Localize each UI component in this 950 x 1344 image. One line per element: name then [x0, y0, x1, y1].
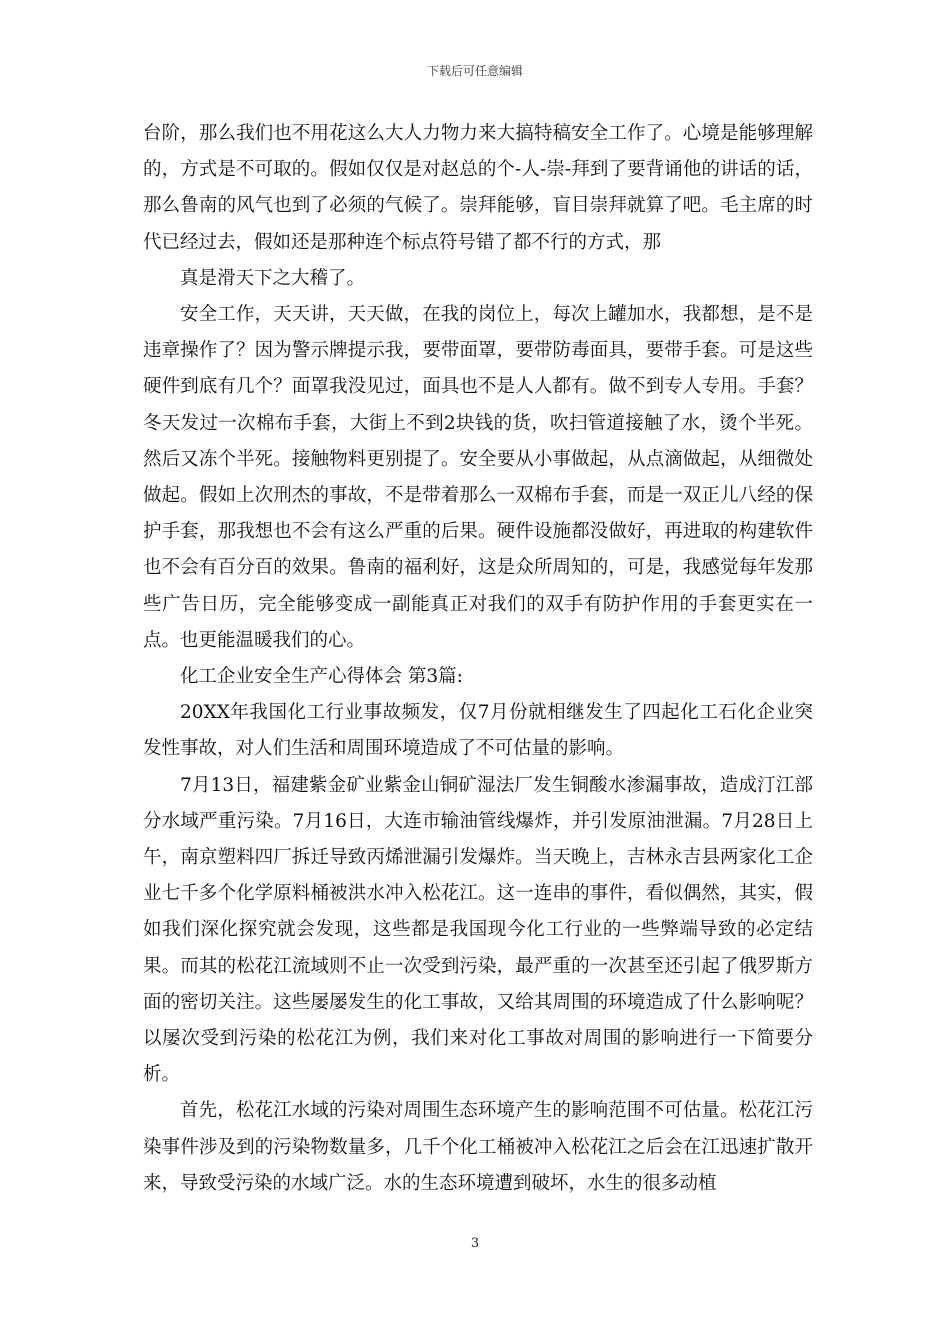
page-number: 3 [470, 1236, 480, 1251]
paragraph: 安全工作，天天讲，天天做，在我的岗位上，每次上罐加水，我都想，是不是违章操作了？因为警示牌提示我，要带面罩，要带防毒面具，要带手套。可是这些硬件到底有几个？面罩我没见过，面具也不是人人都有。做不到专人专用。手套？冬天发过一次棉布手套，大街上不到2块钱的货，吹扫管道接触了水，烫个半死。然后又冻个半死。接触物料更别提了。安全要从小事做起，从点滴做起，从细微处做起。假如上次刑杰的事故，不是带着那么一双棉布手套，而是一双正儿八经的保护手套，那我想也不会有这么严重的后果。硬件设施都没做好，再进取的构建软件也不会有百分百的效果。鲁南的福利好，这是众所周知的，可是，我感觉每年发那些广告日历，完全能够变成一副能真正对我们的双手有防护作用的手套更实在一点。也更能温暖我们的心。 [143, 304, 813, 651]
section-heading: 化工企业安全生产心得体会 第3篇: [180, 666, 463, 688]
paragraph: 7月13日，福建紫金矿业紫金山铜矿湿法厂发生铜酸水渗漏事故，造成汀江部分水域严重污染。7月16日，大连市输油管线爆炸，并引发原油泄漏。7月28日上午，南京塑料四厂拆迁导致丙烯泄漏引发爆炸。当天晚上，吉林永吉县两家化工企业七千多个化学原料桶被洪水冲入松花江。这一连串的事件，看似偶然，其实，假如我们深化探究就会发现，这些都是我国现今化工行业的一些弊端导致的必定结果。而其的松花江流域则不止一次受到污染，最严重的一次甚至还引起了俄罗斯方面的密切关注。这些屡屡发生的化工事故，又给其周围的环境造成了什么影响呢？以屡次受到污染的松花江为例，我们来对化工事故对周围的影响进行一下简要分析。 [143, 774, 813, 1086]
page-header: 下载后可任意编辑 [426, 64, 523, 78]
document-body [143, 116, 813, 1202]
paragraph: 首先，松花江水域的污染对周围生态环境产生的影响范围不可估量。松花江污染事件涉及到的污染物数量多，几千个化工桶被冲入松花江之后会在江迅速扩散开来，导致受污染的水域广泛。水的生态环境遭到破坏，水生的很多动植 [143, 1100, 813, 1194]
paragraph-continuation: 台阶，那么我们也不用花这么大人力物力来大搞特稿安全工作了。心境是能够理解的，方式是不可取的。假如仅仅是对赵总的个-人-崇-拜到了要背诵他的讲话的话，那么鲁南的风气也到了必须的气候了。崇拜能够，盲目崇拜就算了吧。毛主席的时代已经过去，假如还是那种连个标点符号错了都不行的方式，那 [143, 123, 813, 253]
paragraph: 20XX年我国化工行业事故频发，仅7月份就相继发生了四起化工石化企业突发性事故，对人们生活和周围环境造成了不可估量的影响。 [143, 702, 813, 760]
paragraph: 真是滑天下之大稽了。 [180, 267, 366, 289]
